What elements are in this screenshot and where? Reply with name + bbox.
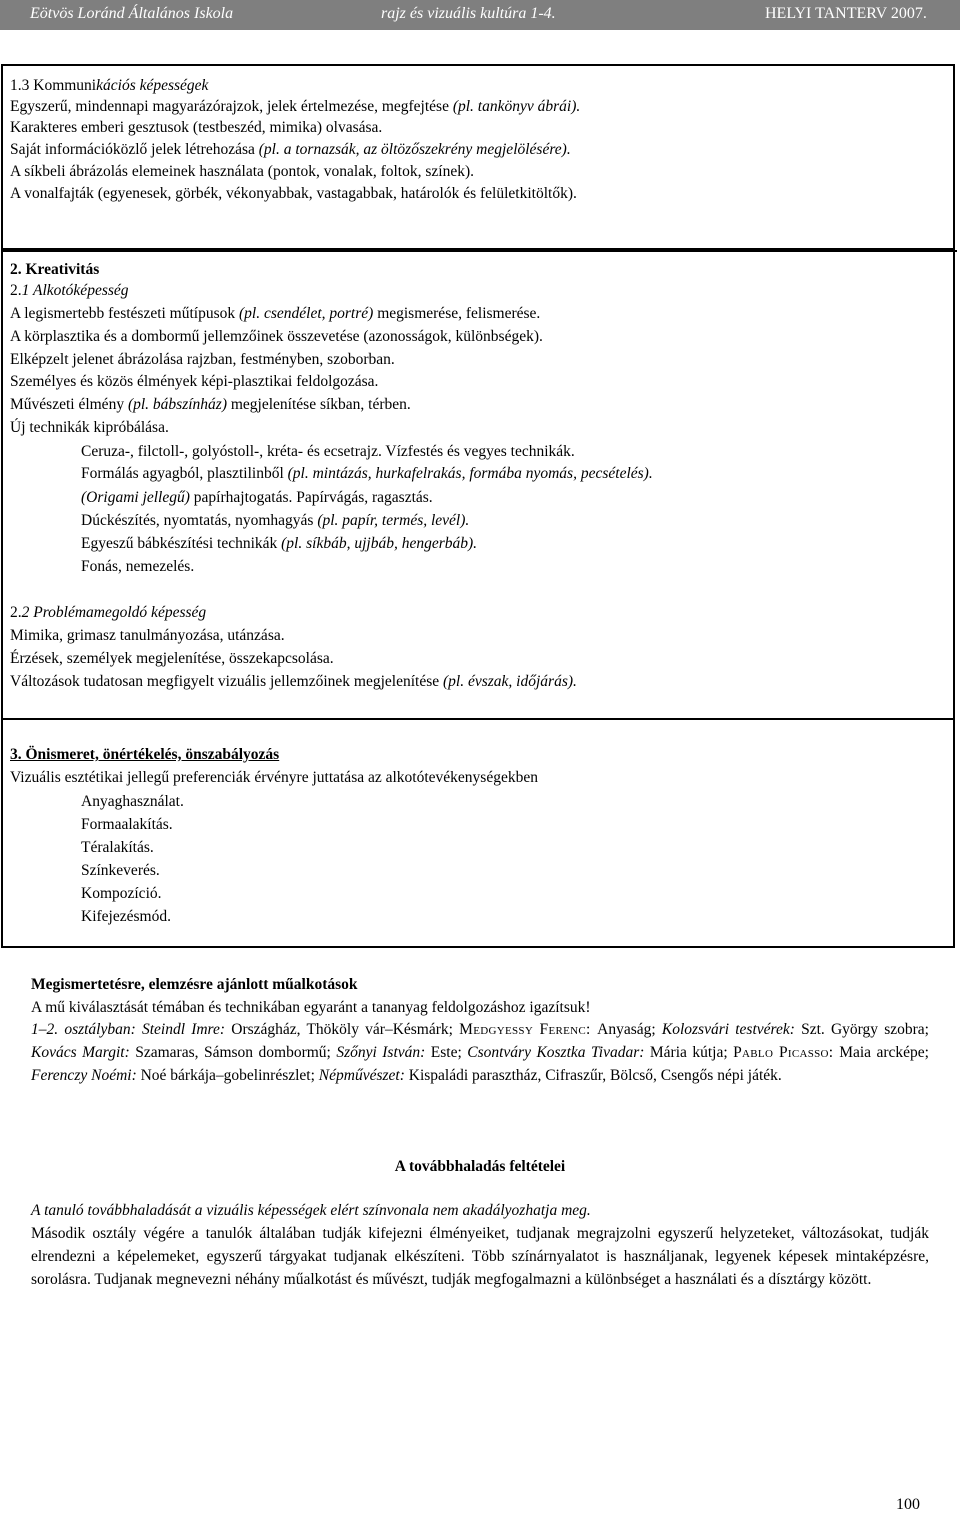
s13-line: Saját információközlő jelek létrehozása (pl. a tornazsák, az öltözőszekrény megjelölésére). [10, 141, 571, 158]
page-number: 100 [896, 1496, 920, 1513]
artworks-intro: A mű kiválasztását témában és technikában egyaránt a tananyag feldolgozáshoz igazítsuk! [31, 999, 591, 1016]
technique-line: (Origami jellegű) papírhajtogatás. Papírvágás, ragasztás. [81, 489, 433, 506]
section-2-title: 2. Kreativitás [10, 261, 100, 278]
s13-line: Karakteres emberi gesztusok (testbeszéd, mimika) olvasása. [10, 119, 383, 136]
section-2-box [1, 248, 955, 720]
s2-line: Művészeti élmény (pl. bábszínház) megjelenítése síkban, térben. [10, 396, 411, 413]
page-header [0, 0, 960, 30]
s2-line: Új technikák kipróbálása. [10, 419, 169, 436]
s3-item: Kifejezésmód. [81, 908, 171, 925]
s3-item: Anyaghasználat. [81, 793, 184, 810]
progress-italic: A tanuló továbbhaladását a vizuális képességek elért színvonala nem akadályozhatja meg. [31, 1202, 591, 1219]
section-1-3-title: 1.3 Kommunikációs képességek [10, 77, 209, 94]
section-1-3-box [1, 64, 955, 250]
artworks-list: 1–2. osztályban: Steindl Imre: Országház, Thököly vár–Késmárk; Medgyessy Ferenc: Anyaság; Kolozsvári testvérek: Szt. György szobra; Kovács Margit: Szamaras, Sámson dombormű; Szőnyi István: Este; Csontváry Kosztka Tivadar: Mária kútja; Pablo Picasso: Maia arcképe; Ferenczy Noémi: Noé bárkája–gobelinrészlet; Népművészet: Kispaládi parasztház, Cifraszűr, Bölcső, Csengős népi játék. [31, 1021, 929, 1084]
technique-line: Dúckészítés, nyomtatás, nyomhagyás (pl. papír, termés, levél). [81, 512, 470, 529]
s13-line: Egyszerű, mindennapi magyarázórajzok, jelek értelmezése, megfejtése (pl. tankönyv ábrái). [10, 98, 581, 115]
section-2-1-title: 2.1 Alkotóképesség [10, 282, 129, 299]
progress-title: A továbbhaladás feltételei [394, 1158, 566, 1175]
technique-line: Egyeszű bábkészítési technikák (pl. síkbáb, ujjbáb, hengerbáb). [81, 535, 478, 552]
s2-line: A körplasztika és a dombormű jellemzőinek összevetése (azonosságok, különbségek). [10, 328, 543, 345]
s2-line: Elképzelt jelenet ábrázolása rajzban, festményben, szoborban. [10, 351, 395, 368]
s3-intro: Vizuális esztétikai jellegű preferenciák érvényre juttatása az alkotótevékenységekben [10, 769, 538, 786]
header-school: Eötvös Loránd Általános Iskola [30, 5, 234, 22]
technique-line: Fonás, nemezelés. [81, 558, 195, 575]
s3-item: Formaalakítás. [81, 816, 173, 833]
s3-item: Színkeverés. [81, 862, 160, 879]
s13-line: A vonalfajták (egyenesek, görbék, vékonyabbak, vastagabbak, határolók és felületkitöltők). [10, 185, 577, 202]
progress-body: Második osztály végére a tanulók általában tudják kifejezni élményeiket, tudjanak megrajzolni egyszerű helyzeteket, változásokat, tudják elrendezni a képelemeket, egyszerű tárgyakat tudjanak elkészíteni. Több színárnyalatot is használjanak, legyenek képesek mintaképzésre, sorolásra. Tudjanak megnevezni néhány műalkotást és művészt, tudják megfogalmazni a különbséget a használati és a dísztárgy között. [31, 1225, 929, 1288]
s3-item: Kompozíció. [81, 885, 162, 902]
technique-line: Formálás agyagból, plasztilinből (pl. mintázás, hurkafelrakás, formába nyomás, pecsételés). [81, 465, 653, 482]
technique-line: Ceruza-, filctoll-, golyóstoll-, kréta- és ecsetrajz. Vízfestés és vegyes technikák. [81, 443, 575, 460]
header-curriculum: HELYI TANTERV 2007. [765, 5, 927, 22]
artworks-title: Megismertetésre, elemzésre ajánlott műalkotások [31, 976, 358, 993]
s13-line: A síkbeli ábrázolás elemeinek használata (pontok, vonalak, foltok, színek). [10, 163, 474, 180]
section-3-box [1, 718, 955, 948]
section-3-title: 3. Önismeret, önértékelés, önszabályozás [10, 746, 280, 763]
s2-line: Mimika, grimasz tanulmányozása, utánzása. [10, 627, 285, 644]
s3-item: Téralakítás. [81, 839, 154, 856]
s2-line: Érzések, személyek megjelenítése, összekapcsolása. [10, 650, 334, 667]
section-2-2-title: 2.2 Problémamegoldó képesség [10, 604, 207, 621]
header-subject: rajz és vizuális kultúra 1-4. [381, 5, 556, 22]
s2-line: Személyes és közös élmények képi-plasztikai feldolgozása. [10, 373, 379, 390]
s2-line: Változások tudatosan megfigyelt vizuális jellemzőinek megjelenítése (pl. évszak, időjárás). [10, 673, 577, 690]
s2-line: A legismertebb festészeti műtípusok (pl. csendélet, portré) megismerése, felismerése. [10, 305, 541, 322]
